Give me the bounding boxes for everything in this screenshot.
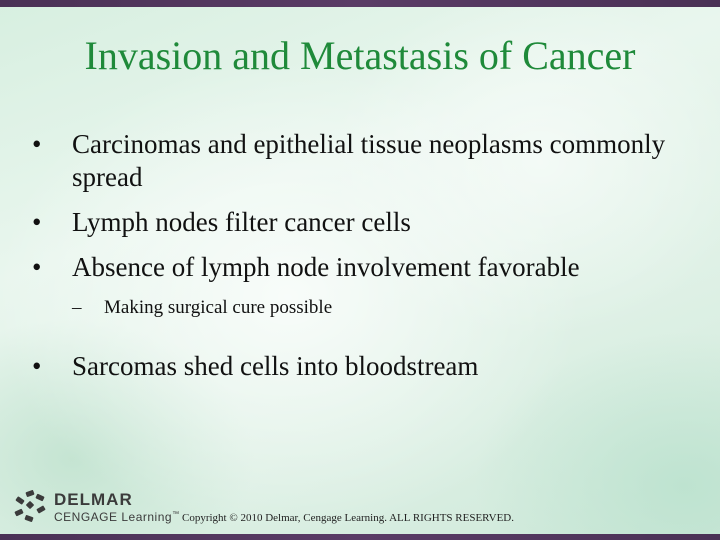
bullet-item [32, 350, 702, 383]
bullet-text: Lymph nodes filter cancer cells [72, 207, 411, 237]
bullet-text: Sarcomas shed cells into bloodstream [72, 351, 479, 381]
logo-wordmark [54, 491, 180, 524]
delmar-cengage-logo [12, 489, 180, 525]
logo-delmar-text: DELMAR [54, 489, 133, 509]
bullet-item [32, 251, 702, 284]
copyright-notice: Copyright © 2010 Delmar, Cengage Learning. ALL RIGHTS RESERVED. [182, 512, 514, 524]
bullet-marker: • [32, 351, 42, 381]
bullet-list [32, 128, 702, 395]
sub-bullet-marker: – [72, 297, 82, 318]
bullet-marker: • [32, 129, 42, 159]
bullet-text: Absence of lymph node involvement favorable [72, 252, 580, 282]
logo-cengage-text: CENGAGE Learning™ [54, 509, 180, 524]
bullet-marker: • [32, 207, 42, 237]
slide-title: Invasion and Metastasis of Cancer [84, 33, 636, 78]
bullet-marker: • [32, 252, 42, 282]
bottom-accent-bar [0, 534, 720, 540]
bullet-item [32, 206, 702, 239]
top-accent-bar [0, 0, 720, 7]
bullet-item [32, 128, 702, 194]
delmar-logo-icon [12, 489, 48, 525]
sub-bullet-text: Making surgical cure possible [104, 297, 333, 318]
sub-bullet-item [32, 296, 702, 320]
bullet-text: Carcinomas and epithelial tissue neoplasms commonly spread [72, 129, 666, 192]
